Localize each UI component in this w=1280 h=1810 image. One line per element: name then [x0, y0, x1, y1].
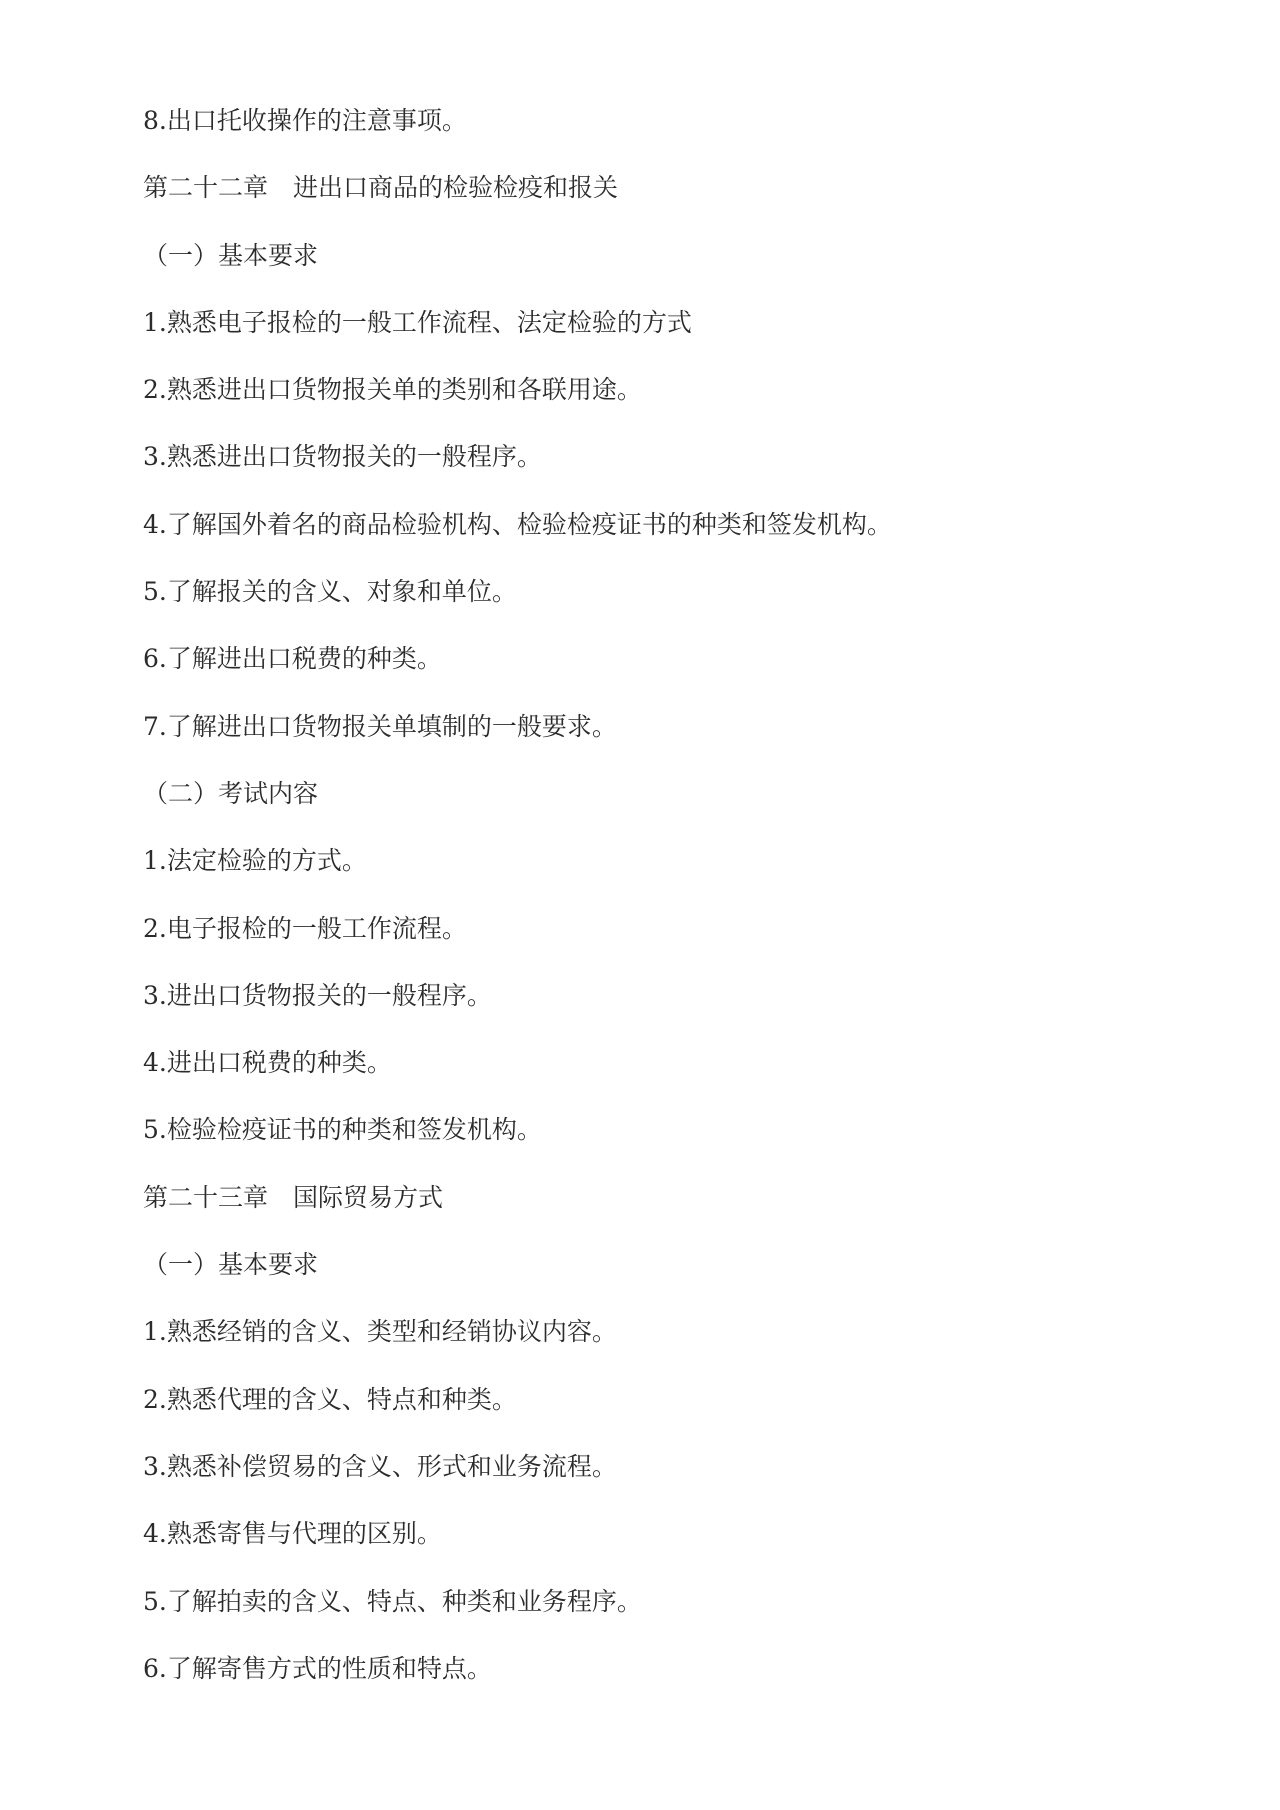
list-item: 6.了解进出口税费的种类。 — [143, 644, 442, 674]
list-item: 1.法定检验的方式。 — [143, 846, 367, 876]
list-item: 5.检验检疫证书的种类和签发机构。 — [143, 1115, 542, 1145]
list-item: 4.熟悉寄售与代理的区别。 — [143, 1519, 442, 1549]
list-item: 1.熟悉电子报检的一般工作流程、法定检验的方式 — [143, 307, 692, 337]
list-item: 5.了解报关的含义、对象和单位。 — [143, 577, 517, 607]
text-lines — [143, 96, 1223, 1711]
list-item: 3.熟悉补偿贸易的含义、形式和业务流程。 — [143, 1451, 617, 1481]
list-item: 4.进出口税费的种类。 — [143, 1048, 392, 1078]
section-heading: （一）基本要求 — [143, 240, 319, 270]
list-item: 2.熟悉代理的含义、特点和种类。 — [143, 1384, 517, 1414]
chapter-heading: 第二十三章 国际贸易方式 — [143, 1182, 444, 1212]
section-heading: （一）基本要求 — [143, 1250, 319, 1280]
list-item: 3.进出口货物报关的一般程序。 — [143, 980, 492, 1010]
list-item: 8.出口托收操作的注意事项。 — [143, 106, 467, 135]
list-item: 7.了解进出口货物报关单填制的一般要求。 — [143, 711, 617, 741]
chapter-heading: 第二十二章 进出口商品的检验检疫和报关 — [143, 173, 619, 203]
list-item: 6.了解寄售方式的性质和特点。 — [143, 1653, 492, 1683]
list-item: 2.电子报检的一般工作流程。 — [143, 913, 467, 943]
list-item: 5.了解拍卖的含义、特点、种类和业务程序。 — [143, 1586, 642, 1616]
list-item: 2.熟悉进出口货物报关单的类别和各联用途。 — [143, 375, 642, 405]
list-item: 4.了解国外着名的商品检验机构、检验检疫证书的种类和签发机构。 — [143, 509, 892, 539]
section-heading: （二）考试内容 — [143, 778, 319, 808]
list-item: 3.熟悉进出口货物报关的一般程序。 — [143, 442, 542, 472]
list-item: 1.熟悉经销的含义、类型和经销协议内容。 — [143, 1317, 617, 1347]
